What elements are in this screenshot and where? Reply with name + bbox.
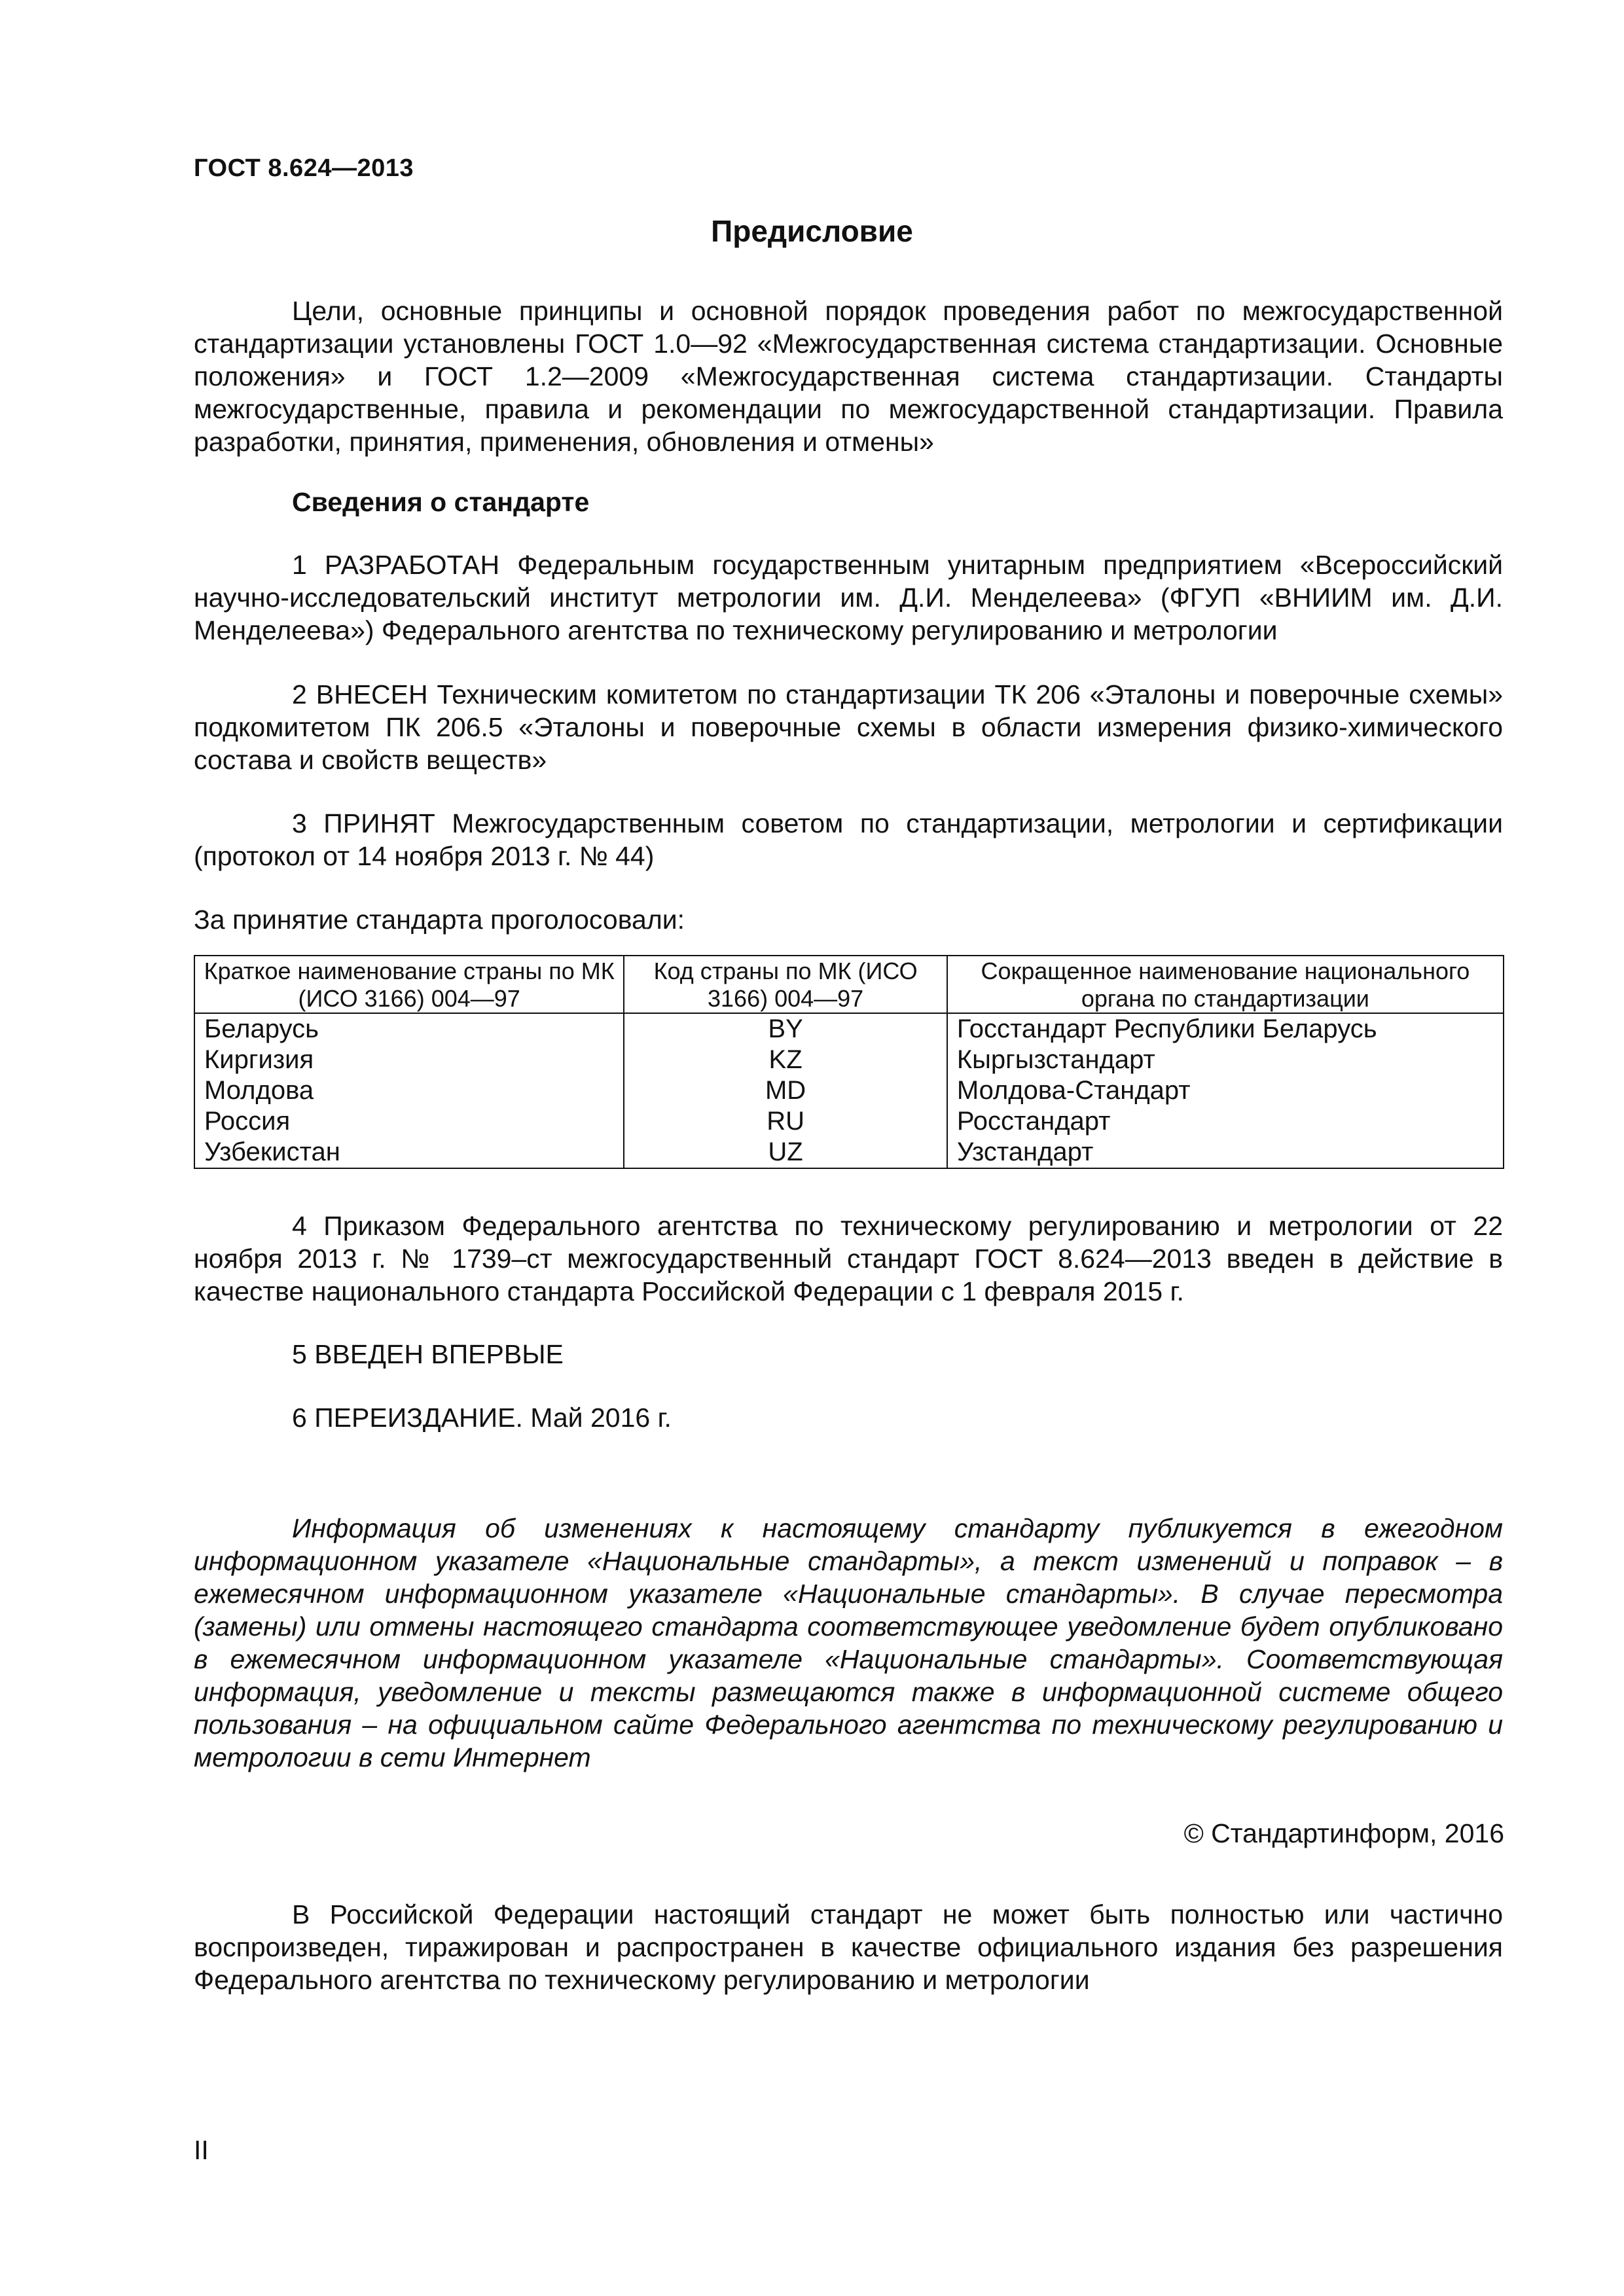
cell-code: RU [624, 1106, 947, 1137]
copyright-line: © Стандартинформ, 2016 [1183, 1818, 1504, 1848]
cell-country: Киргизия [194, 1045, 624, 1075]
table-row [194, 1106, 1504, 1137]
table-row [194, 1013, 1504, 1045]
document-header: ГОСТ 8.624—2013 [194, 154, 414, 182]
cell-code: KZ [624, 1045, 947, 1075]
cell-body: Росстандарт [947, 1106, 1504, 1137]
cell-country: Беларусь [194, 1013, 624, 1045]
notice-paragraph: Информация об изменениях к настоящему стандарту публикуется в ежегодном информационном указателе «Национальные стандарты», а текст изменений и поправок – в ежемесячном информационном указателе «Национальные стандарты». В случае пересмотра (замены) или отмены настоящего стандарта соответствующее уведомление будет опубликовано в ежемесячном информационном указателе «Национальные стандарты». Соответствующая информация, уведомление и тексты размещаются также в информационной системе общего пользования – на официальном сайте Федерального агентства по техническому регулированию и метрологии в сети Интернет [194, 1513, 1503, 1772]
table-row [194, 1045, 1504, 1075]
item-1: 1 РАЗРАБОТАН Федеральным государственным унитарным предприятием «Всероссийский научно-исследовательский институт метрологии им. Д.И. Менделеева» (ФГУП «ВНИИМ им. Д.И. Менделеева») Федерального агентства по техническому регулированию и метрологии [194, 550, 1503, 645]
vote-intro-block [194, 903, 1503, 936]
cell-body: Узстандарт [947, 1137, 1504, 1168]
item-6-block [194, 1401, 1503, 1434]
cell-code: UZ [624, 1137, 947, 1168]
item-5-block [194, 1338, 1503, 1371]
countries-table [194, 955, 1504, 1169]
table-row [194, 1137, 1504, 1168]
page-title: Предисловие [711, 214, 913, 248]
item-4-block [194, 1210, 1503, 1308]
item-3: 3 ПРИНЯТ Межгосударственным советом по стандартизации, метрологии и сертификации (протокол от 14 ноября 2013 г. № 44) [194, 808, 1503, 871]
restriction-paragraph: В Российской Федерации настоящий стандарт не может быть полностью или частично воспроизведен, тиражирован и распространен в качестве официального издания без разрешения Федерального агентства по техническому регулированию и метрологии [194, 1899, 1503, 1995]
item-6: 6 ПЕРЕИЗДАНИЕ. Май 2016 г. [292, 1403, 672, 1433]
intro-paragraph: Цели, основные принципы и основной порядок проведения работ по межгосударственной стандартизации установлены ГОСТ 1.0—92 «Межгосударственная система стандартизации. Основные положения» и ГОСТ 1.2—2009 «Межгосударственная система стандартизации. Стандарты межгосударственные, правила и рекомендации по межгосударственной стандартизации. Правила разработки, принятия, применения, обновления и отмены» [194, 296, 1503, 457]
restriction-block [194, 1898, 1503, 1996]
header-national-body: Сокращенное наименование национального органа по стандартизации [947, 956, 1504, 1013]
page-number: II [194, 2135, 209, 2165]
table-row [194, 1075, 1504, 1106]
notice-block [194, 1512, 1503, 1774]
cell-body: Кыргызстандарт [947, 1045, 1504, 1075]
item-4: 4 Приказом Федерального агентства по техническому регулированию и метрологии от 22 ноября 2013 г. № 1739–ст межгосударственный стандарт ГОСТ 8.624—2013 введен в действие в качестве национального стандарта Российской Федерации с 1 февраля 2015 г. [194, 1211, 1503, 1306]
cell-body: Молдова-Стандарт [947, 1075, 1504, 1106]
header-country-name: Краткое наименование страны по МК (ИСО 3166) 004—97 [194, 956, 624, 1013]
info-heading: Сведения о стандарте [292, 487, 590, 517]
cell-country: Молдова [194, 1075, 624, 1106]
item-2-block [194, 678, 1503, 776]
table-header-row [194, 956, 1504, 1013]
item-3-block [194, 807, 1503, 872]
cell-country: Россия [194, 1106, 624, 1137]
item-5: 5 ВВЕДЕН ВПЕРВЫЕ [292, 1339, 564, 1369]
cell-country: Узбекистан [194, 1137, 624, 1168]
item-1-block [194, 548, 1503, 647]
vote-intro: За принятие стандарта проголосовали: [194, 905, 685, 935]
header-country-code: Код страны по МК (ИСО 3166) 004—97 [624, 956, 947, 1013]
cell-body: Госстандарт Республики Беларусь [947, 1013, 1504, 1045]
intro-paragraph-block [194, 295, 1503, 458]
cell-code: BY [624, 1013, 947, 1045]
cell-code: MD [624, 1075, 947, 1106]
item-2: 2 ВНЕСЕН Техническим комитетом по стандартизации ТК 206 «Эталоны и поверочные схемы» подкомитетом ПК 206.5 «Эталоны и поверочные схемы в области измерения физико-химического состава и свойств веществ» [194, 679, 1503, 775]
